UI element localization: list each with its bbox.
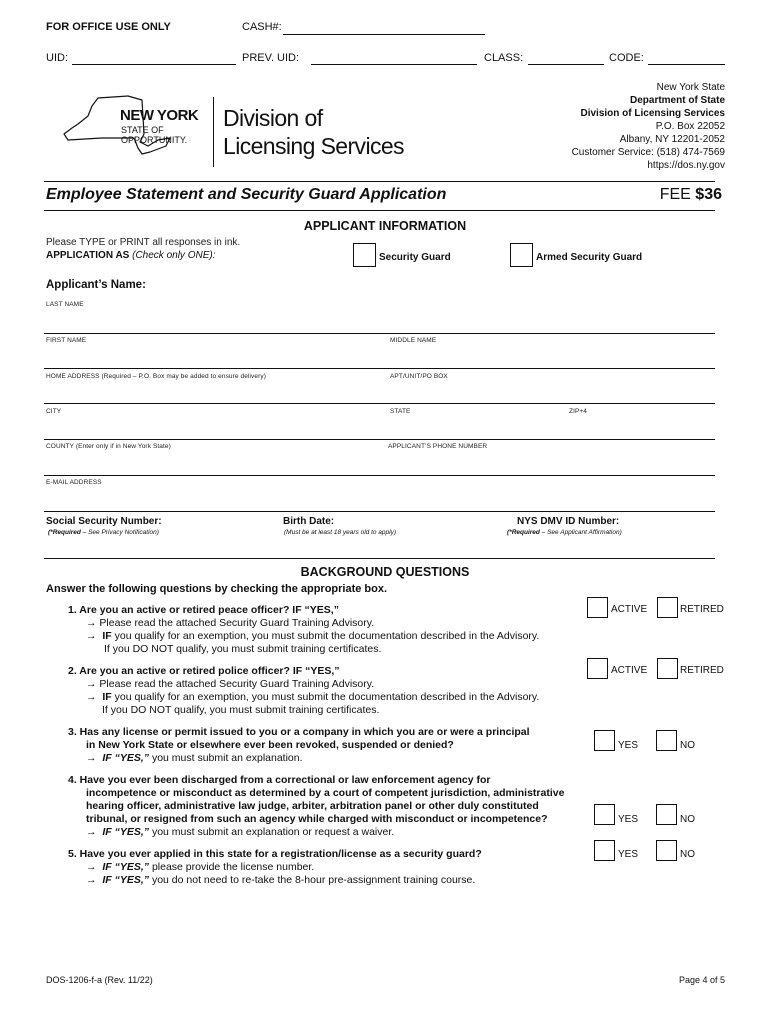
county-phone-field[interactable] bbox=[44, 475, 715, 476]
q4-yes-label: YES bbox=[618, 814, 639, 825]
application-as-note: (Check only ONE): bbox=[129, 250, 216, 261]
ssn-label: Social Security Number: bbox=[46, 516, 162, 527]
question-4-item-a: → IF “YES,” you must submit an explanation or request a waiver. bbox=[86, 826, 395, 838]
question-4-line-2: incompetence or misconduct as determined by a court of competent jurisdiction, administrative bbox=[86, 787, 565, 799]
phone-label: APPLICANT’S PHONE NUMBER bbox=[388, 443, 488, 450]
last-name-field[interactable] bbox=[44, 333, 715, 334]
question-3-line-1: 3. Has any license or permit issued to you or a company in which you are or were a principal bbox=[68, 726, 530, 738]
question-2: 2. Are you an active or retired police officer? IF “YES,” bbox=[68, 665, 340, 677]
question-2-if: IF bbox=[102, 691, 112, 703]
question-5: 5. Have you ever applied in this state for a registration/license as a security guard? bbox=[68, 848, 482, 860]
question-5-item-b-text: you do not need to re-take the 8-hour pre-assignment training course. bbox=[149, 874, 476, 886]
q5-no-checkbox[interactable] bbox=[656, 840, 677, 861]
birth-date-note: (Must be at least 18 years old to apply) bbox=[284, 529, 397, 536]
applicant-info-heading: APPLICANT INFORMATION bbox=[303, 219, 467, 233]
uid-label: UID: bbox=[46, 52, 68, 64]
q3-yes-checkbox[interactable] bbox=[594, 730, 615, 751]
home-address-field[interactable] bbox=[44, 403, 715, 404]
q3-no-checkbox[interactable] bbox=[656, 730, 677, 751]
question-3-item-a-text: you must submit an explanation. bbox=[149, 752, 303, 764]
q1-active-checkbox[interactable] bbox=[587, 597, 608, 618]
q2-active-label: ACTIVE bbox=[611, 665, 648, 676]
security-guard-checkbox[interactable] bbox=[353, 243, 376, 267]
armed-security-guard-label: Armed Security Guard bbox=[536, 252, 643, 263]
city-state-zip-field[interactable] bbox=[44, 439, 715, 440]
form-id: DOS-1206-f-a (Rev. 11/22) bbox=[46, 975, 153, 985]
agency-line-7: https://dos.ny.gov bbox=[647, 160, 725, 171]
question-5-if-yes-b: IF “YES,” bbox=[102, 874, 150, 886]
question-1-item-b-text: you qualify for an exemption, you must submit the documentation described in the Advisory. bbox=[111, 630, 540, 642]
email-label: E-MAIL ADDRESS bbox=[46, 479, 102, 486]
logo-state-of: STATE OF bbox=[121, 125, 164, 135]
dmv-id-label: NYS DMV ID Number: bbox=[517, 516, 620, 527]
fee-label: FEE bbox=[659, 186, 696, 203]
middle-name-label: MIDDLE NAME bbox=[390, 337, 437, 344]
title-top-rule bbox=[44, 181, 715, 182]
q4-yes-checkbox[interactable] bbox=[594, 804, 615, 825]
question-4-if-yes: IF “YES,” bbox=[102, 826, 150, 838]
q5-no-label: NO bbox=[680, 849, 695, 860]
first-middle-name-field[interactable] bbox=[44, 368, 715, 369]
application-as bbox=[46, 250, 215, 261]
q5-yes-label: YES bbox=[618, 849, 639, 860]
fee-value: $36 bbox=[695, 186, 722, 203]
q3-yes-label: YES bbox=[618, 740, 639, 751]
dmv-id-note bbox=[507, 529, 622, 536]
q1-retired-checkbox[interactable] bbox=[657, 597, 678, 618]
prev-uid-label: PREV. UID: bbox=[242, 52, 300, 64]
code-label: CODE: bbox=[609, 52, 644, 64]
logo-division-line1: Division of bbox=[223, 105, 323, 131]
question-5-if-yes-a: IF “YES,” bbox=[102, 861, 150, 873]
agency-line-2: Department of State bbox=[629, 95, 725, 106]
class-field[interactable] bbox=[528, 64, 604, 65]
cash-label: CASH#: bbox=[242, 21, 282, 33]
q1-retired-label: RETIRED bbox=[680, 604, 724, 615]
city-label: CITY bbox=[46, 408, 62, 415]
form-title: Employee Statement and Security Guard Application bbox=[46, 186, 447, 203]
q5-yes-checkbox[interactable] bbox=[594, 840, 615, 861]
question-1: 1. Are you an active or retired peace officer? IF “YES,” bbox=[68, 604, 339, 616]
id-numbers-field[interactable] bbox=[44, 538, 715, 556]
question-4-line-4: tribunal, or resigned from such an agency while charged with misconduct or incompetence? bbox=[86, 813, 548, 825]
logo-new-york: NEW YORK bbox=[120, 107, 199, 124]
dmv-note-required: (*Required bbox=[507, 529, 540, 536]
agency-line-4: P.O. Box 22052 bbox=[655, 121, 725, 132]
type-or-print-instruction: Please TYPE or PRINT all responses in ink. bbox=[46, 237, 241, 248]
security-guard-label: Security Guard bbox=[379, 252, 451, 263]
question-5-item-b: → IF “YES,” you do not need to re-take the 8-hour pre-assignment training course. bbox=[86, 874, 476, 886]
question-2-item-a: → Please read the attached Security Guard Training Advisory. bbox=[86, 678, 375, 690]
question-3-if-yes: IF “YES,” bbox=[102, 752, 150, 764]
question-2-item-c: If you DO NOT qualify, you must submit training certificates. bbox=[102, 704, 380, 716]
question-1-item-c: If you DO NOT qualify, you must submit training certificates. bbox=[104, 643, 382, 655]
cash-field[interactable] bbox=[283, 34, 485, 35]
q2-active-checkbox[interactable] bbox=[587, 658, 608, 679]
q2-retired-label: RETIRED bbox=[680, 665, 724, 676]
ssn-note-text: – See Privacy Notification) bbox=[80, 529, 159, 536]
apt-label: APT/UNIT/PO BOX bbox=[390, 373, 448, 380]
question-1-if: IF bbox=[102, 630, 112, 642]
question-3-line-2: in New York State or elsewhere ever been revoked, suspended or denied? bbox=[86, 739, 454, 751]
question-3-item-a: → IF “YES,” you must submit an explanation. bbox=[86, 752, 303, 764]
question-1-item-b: → IF you qualify for an exemption, you must submit the documentation described in the Advisory. bbox=[86, 630, 540, 642]
q4-no-checkbox[interactable] bbox=[656, 804, 677, 825]
logo-division-line2: Licensing Services bbox=[223, 133, 404, 159]
application-as-label: APPLICATION AS bbox=[46, 250, 130, 261]
question-5-item-a: → IF “YES,” please provide the license number. bbox=[86, 861, 315, 873]
office-use-title: FOR OFFICE USE ONLY bbox=[46, 21, 171, 33]
background-top-rule bbox=[44, 558, 715, 559]
background-instruction: Answer the following questions by checking the appropriate box. bbox=[46, 583, 388, 595]
prev-uid-field[interactable] bbox=[311, 64, 477, 65]
logo-opportunity: OPPORTUNITY. bbox=[121, 135, 188, 145]
class-label: CLASS: bbox=[484, 52, 524, 64]
applicant-name-heading: Applicant’s Name: bbox=[46, 279, 146, 291]
agency-line-6: Customer Service: (518) 474-7569 bbox=[571, 147, 725, 158]
question-4-item-a-text: you must submit an explanation or request a waiver. bbox=[149, 826, 395, 838]
question-4-line-3: hearing officer, administrative law judge, arbiter, arbitration panel or other duly constituted bbox=[86, 800, 539, 812]
q3-no-label: NO bbox=[680, 740, 695, 751]
question-5-item-a-text: please provide the license number. bbox=[149, 861, 315, 873]
uid-field[interactable] bbox=[72, 64, 236, 65]
agency-line-3: Division of Licensing Services bbox=[580, 108, 725, 119]
question-2-item-b-text: you qualify for an exemption, you must submit the documentation described in the Advisory. bbox=[111, 691, 540, 703]
question-1-item-a: → Please read the attached Security Guard Training Advisory. bbox=[86, 617, 375, 629]
code-field[interactable] bbox=[648, 64, 725, 65]
background-heading: BACKGROUND QUESTIONS bbox=[300, 565, 470, 579]
agency-address bbox=[572, 81, 725, 172]
county-label: COUNTY (Enter only if in New York State) bbox=[46, 443, 171, 450]
question-2-item-b: → IF you qualify for an exemption, you must submit the documentation described in the Advisory. bbox=[86, 691, 540, 703]
home-address-label: HOME ADDRESS (Required – P.O. Box may be added to ensure delivery) bbox=[46, 373, 266, 380]
ssn-note bbox=[48, 529, 159, 536]
dmv-note-text: – See Applicant Affirmation) bbox=[539, 529, 622, 536]
title-bottom-rule bbox=[44, 210, 715, 211]
question-4-line-1: 4. Have you ever been discharged from a correctional or law enforcement agency for bbox=[68, 774, 491, 786]
zip-label: ZIP+4 bbox=[569, 408, 588, 415]
q1-active-label: ACTIVE bbox=[611, 604, 648, 615]
fee bbox=[660, 186, 722, 204]
q4-no-label: NO bbox=[680, 814, 695, 825]
state-label: STATE bbox=[390, 408, 411, 415]
agency-line-5: Albany, NY 12201-2052 bbox=[619, 134, 725, 145]
last-name-label: LAST NAME bbox=[46, 301, 84, 308]
page-number: Page 4 of 5 bbox=[678, 975, 725, 985]
logo-divider bbox=[213, 97, 214, 167]
q2-retired-checkbox[interactable] bbox=[657, 658, 678, 679]
birth-date-label: Birth Date: bbox=[283, 516, 335, 527]
ssn-note-required: (*Required bbox=[48, 529, 81, 536]
first-name-label: FIRST NAME bbox=[46, 337, 87, 344]
email-field[interactable] bbox=[44, 511, 715, 512]
agency-line-1: New York State bbox=[656, 82, 725, 93]
armed-security-guard-checkbox[interactable] bbox=[510, 243, 533, 267]
